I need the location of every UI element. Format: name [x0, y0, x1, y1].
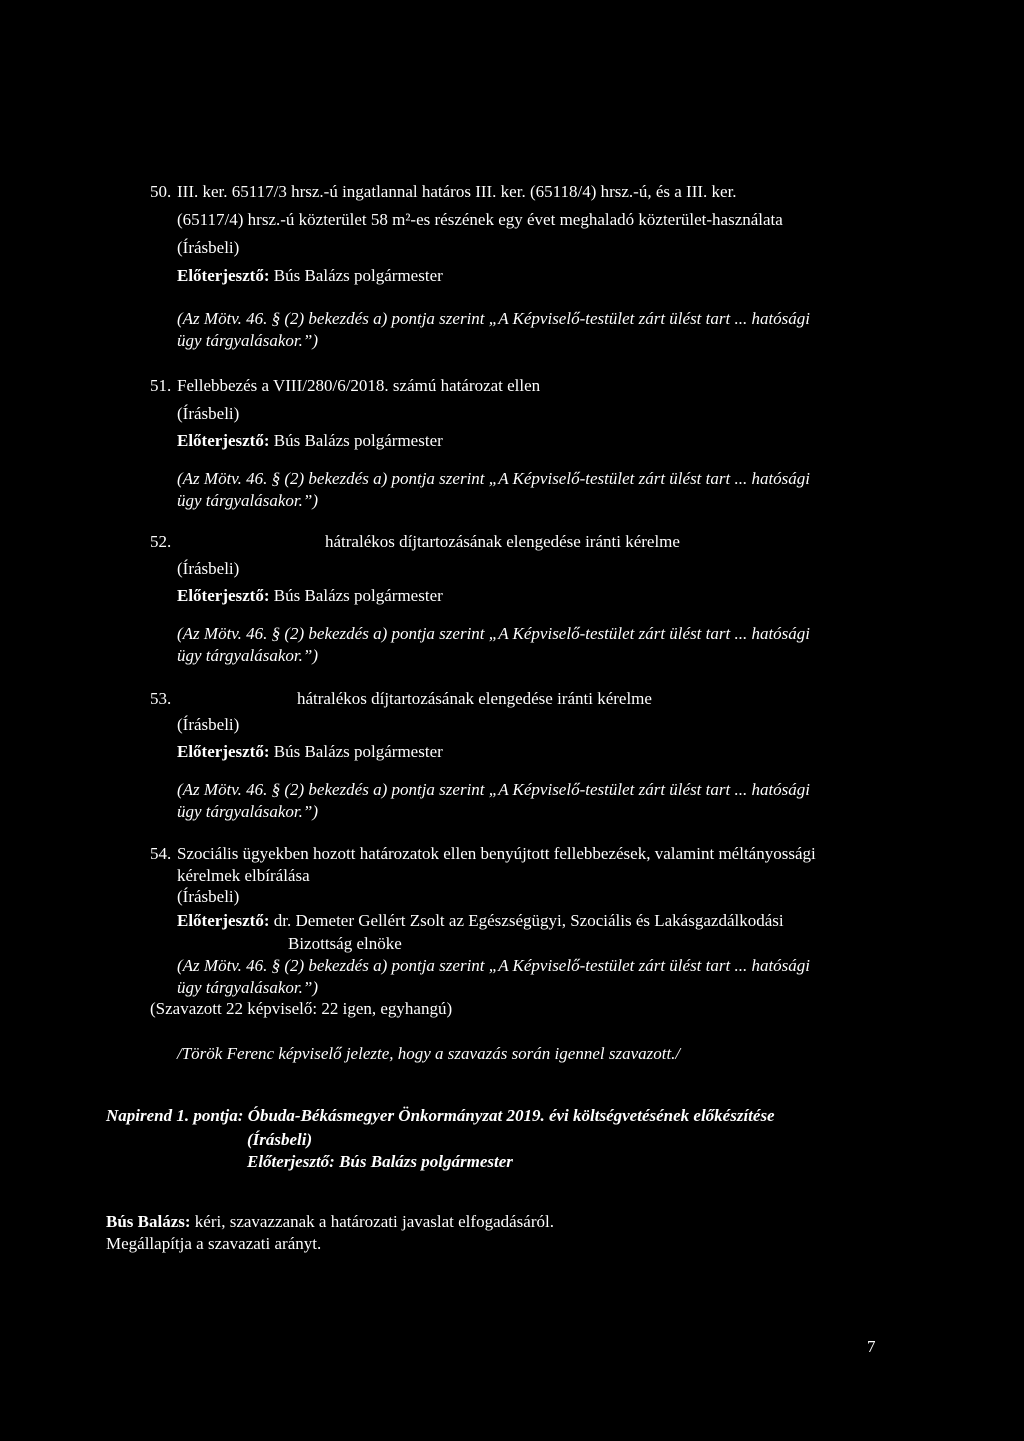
agenda-point-title: Óbuda-Békásmegyer Önkormányzat 2019. évi költségvetésének előkészítése	[247, 1106, 775, 1125]
item-legal-note-cont: ügy tárgyalásakor.”)	[177, 491, 319, 510]
item-legal-note: (Az Mötv. 46. § (2) bekezdés a) pontja szerint „A Képviselő-testület zárt ülést tart ... hatósági	[177, 780, 811, 799]
item-presenter	[177, 265, 443, 287]
item-number: 52.	[150, 532, 172, 551]
agenda-point-label: Napirend 1. pontja:	[106, 1106, 244, 1125]
vote-result: (Szavazott 22 képviselő: 22 igen, egyhangú)	[150, 999, 453, 1018]
item-mode: (Írásbeli)	[177, 238, 240, 257]
item-legal-note-cont: ügy tárgyalásakor.”)	[177, 646, 319, 665]
presenter-label: Előterjesztő:	[177, 431, 270, 450]
item-title: III. ker. 65117/3 hrsz.-ú ingatlannal határos III. ker. (65118/4) hrsz.-ú, és a III. ker.	[177, 182, 737, 201]
item-legal-note: (Az Mötv. 46. § (2) bekezdés a) pontja szerint „A Képviselő-testület zárt ülést tart ... hatósági	[177, 469, 811, 488]
item-legal-note: (Az Mötv. 46. § (2) bekezdés a) pontja szerint „A Képviselő-testület zárt ülést tart ... hatósági	[177, 624, 811, 643]
presenter-label: Előterjesztő:	[177, 742, 270, 761]
item-title: hátralékos díjtartozásának elengedése iránti kérelme	[297, 689, 652, 708]
item-number: 53.	[150, 689, 172, 708]
presenter-label: Előterjesztő:	[177, 266, 270, 285]
item-legal-note-cont: ügy tárgyalásakor.”)	[177, 978, 319, 997]
item-legal-note-cont: ügy tárgyalásakor.”)	[177, 331, 319, 350]
speech-line-2: Megállapítja a szavazati arányt.	[106, 1234, 322, 1253]
presenter-name: Bús Balázs polgármester	[273, 266, 443, 285]
agenda-point-heading	[106, 1105, 775, 1127]
presenter-name: Bús Balázs polgármester	[273, 586, 443, 605]
item-presenter	[177, 910, 784, 932]
item-presenter	[177, 430, 443, 452]
item-mode: (Írásbeli)	[177, 715, 240, 734]
presenter-label: Előterjesztő:	[177, 911, 270, 930]
presenter-name: Bús Balázs polgármester	[273, 431, 443, 450]
item-title: hátralékos díjtartozásának elengedése iránti kérelme	[325, 532, 680, 551]
item-presenter	[177, 741, 443, 763]
item-number: 51.	[150, 376, 172, 395]
page-number: 7	[867, 1337, 876, 1356]
item-title: Fellebbezés a VIII/280/6/2018. számú határozat ellen	[177, 376, 541, 395]
item-mode: (Írásbeli)	[177, 404, 240, 423]
item-presenter	[177, 585, 443, 607]
vote-note: /Török Ferenc képviselő jelezte, hogy a szavazás során igennel szavazott./	[177, 1044, 681, 1063]
presenter-label: Előterjesztő:	[177, 586, 270, 605]
presenter-name: Bús Balázs polgármester	[273, 742, 443, 761]
speech-line	[106, 1211, 554, 1233]
item-title-cont: kérelmek elbírálása	[177, 866, 310, 885]
agenda-point-mode: (Írásbeli)	[247, 1130, 313, 1149]
item-mode: (Írásbeli)	[177, 887, 240, 906]
presenter-name: dr. Demeter Gellért Zsolt az Egészségügyi, Szociális és Lakásgazdálkodási	[273, 911, 784, 930]
item-legal-note: (Az Mötv. 46. § (2) bekezdés a) pontja szerint „A Képviselő-testület zárt ülést tart ... hatósági	[177, 956, 811, 975]
item-title-cont: (65117/4) hrsz.-ú közterület 58 m²-es részének egy évet meghaladó közterület-használata	[177, 210, 783, 229]
item-number: 50.	[150, 182, 172, 201]
item-title: Szociális ügyekben hozott határozatok ellen benyújtott fellebbezések, valamint méltányossági	[177, 844, 816, 863]
agenda-point-presenter: Előterjesztő: Bús Balázs polgármester	[247, 1152, 513, 1171]
item-number: 54.	[150, 844, 172, 863]
item-legal-note-cont: ügy tárgyalásakor.”)	[177, 802, 319, 821]
speaker-name: Bús Balázs:	[106, 1212, 191, 1231]
item-legal-note: (Az Mötv. 46. § (2) bekezdés a) pontja szerint „A Képviselő-testület zárt ülést tart ... hatósági	[177, 309, 811, 328]
speech-text: kéri, szavazzanak a határozati javaslat elfogadásáról.	[194, 1212, 554, 1231]
presenter-name-cont: Bizottság elnöke	[288, 934, 402, 953]
item-mode: (Írásbeli)	[177, 559, 240, 578]
